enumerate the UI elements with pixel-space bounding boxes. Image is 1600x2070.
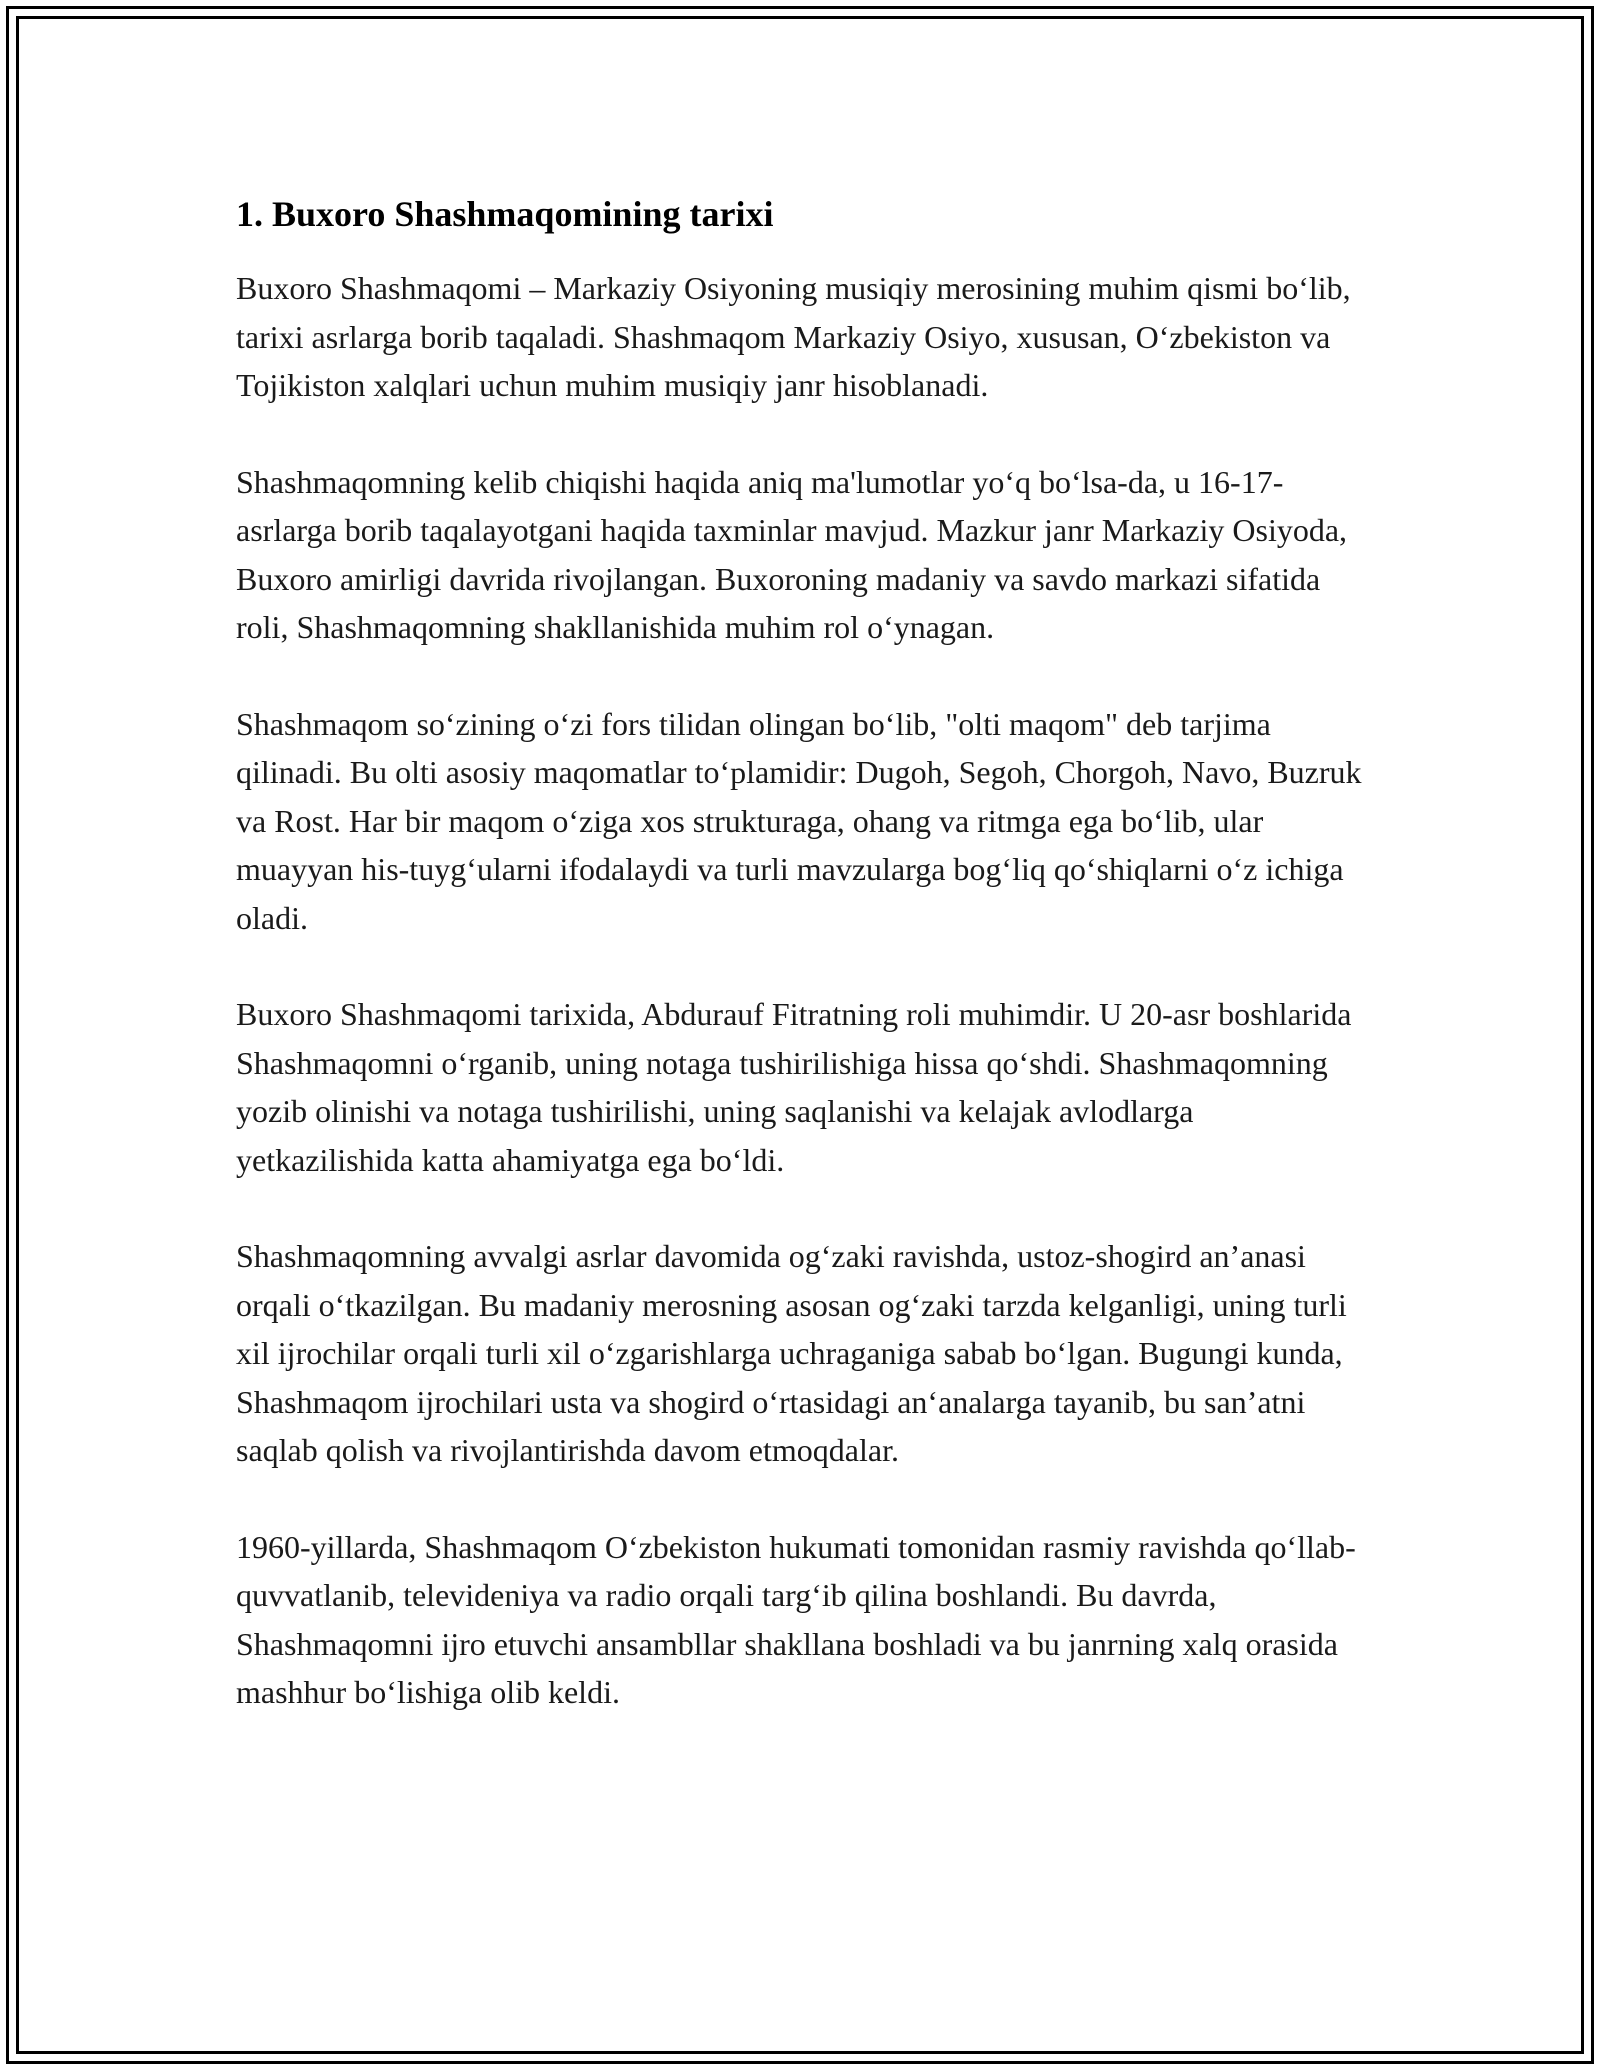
document-body xyxy=(236,190,1376,1765)
section-heading: 1. Buxoro Shashmaqomining tarixi xyxy=(236,194,774,234)
paragraph-5: Shashmaqomning avvalgi asrlar davomida og‘zaki ravishda, ustoz-shogird an’anasi orqali o‘tkazilgan. Bu madaniy merosning asosan og‘zaki tarzda kelganligi, uning turli xil ijrochilar orqali turli xil o‘zgarishlarga uchraganiga sabab bo‘lgan. Bugungi kunda, Shashmaqom ijrochilari usta va shogird o‘rtasidagi an‘analarga tayanib, bu san’atni saqlab qolish va rivojlantirishda davom etmoqdalar. xyxy=(236,1238,1347,1468)
paragraph-4: Buxoro Shashmaqomi tarixida, Abdurauf Fitratning roli muhimdir. U 20-asr boshlarida Shashmaqomni o‘rganib, uning notaga tushirilishiga hissa qo‘shdi. Shashmaqomning yozib olinishi va notaga tushirilishi, uning saqlanishi va kelajak avlodlarga yetkazilishida katta ahamiyatga ega bo‘ldi. xyxy=(236,996,1352,1178)
paragraph-2: Shashmaqomning kelib chiqishi haqida aniq ma'lumotlar yo‘q bo‘lsa-da, u 16-17-asrlarga borib taqalayotgani haqida taxminlar mavjud. Mazkur janr Markaziy Osiyoda, Buxoro amirligi davrida rivojlangan. Buxoroning madaniy va savdo markazi sifatida roli, Shashmaqomning shakllanishida muhim rol o‘ynagan. xyxy=(236,463,1348,645)
paragraph-3: Shashmaqom so‘zining o‘zi fors tilidan olingan bo‘lib, "olti maqom" deb tarjima qilinadi. Bu olti asosiy maqomatlar to‘plamidir: Dugoh, Segoh, Chorgoh, Navo, Buzruk va Rost. Har bir maqom o‘ziga xos strukturaga, ohang va ritmga ega bo‘lib, ular muayyan his-tuyg‘ularni ifodalaydi va turli mavzularga bog‘liq qo‘shiqlarni o‘z ichiga oladi. xyxy=(236,705,1362,936)
paragraph-6: 1960-yillarda, Shashmaqom O‘zbekiston hukumati tomonidan rasmiy ravishda qo‘llab-quvvatlanib, televideniya va radio orqali targ‘ib qilina boshlandi. Bu davrda, Shashmaqomni ijro etuvchi ansambllar shakllana boshladi va bu janrning xalq orasida mashhur bo‘lishiga olib keldi. xyxy=(236,1528,1356,1710)
paragraph-1: Buxoro Shashmaqomi – Markaziy Osiyoning musiqiy merosining muhim qismi bo‘lib, tarixi asrlarga borib taqaladi. Shashmaqom Markaziy Osiyo, xususan, O‘zbekiston va Tojikiston xalqlari uchun muhim musiqiy janr hisoblanadi. xyxy=(236,270,1351,403)
